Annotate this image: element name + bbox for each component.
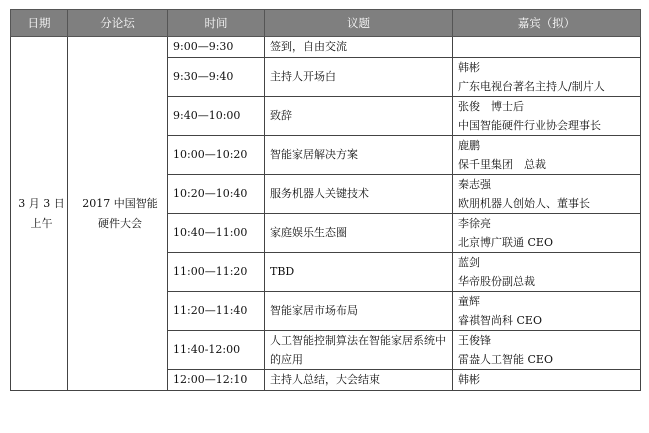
time-cell: 12:00—12:10: [168, 370, 265, 391]
time-cell: 10:00—10:20: [168, 136, 265, 175]
header-time: 时间: [168, 10, 265, 37]
guest-cell: [453, 175, 641, 214]
guest-cell: 韩彬: [453, 370, 641, 391]
date-cell: [11, 37, 68, 391]
topic-cell: 家庭娱乐生态圈: [265, 214, 453, 253]
guest-name: 王俊锋: [458, 334, 491, 347]
topic-cell: 主持人总结，大会结束: [265, 370, 453, 391]
guest-cell: [453, 253, 641, 292]
header-topic: 议题: [265, 10, 453, 37]
guest-cell: [453, 58, 641, 97]
guest-title: 华帝股份副总裁: [458, 275, 535, 288]
time-cell: 9:00—9:30: [168, 37, 265, 58]
guest-title: 北京博广联通 CEO: [458, 236, 553, 249]
guest-name: 蓝剑: [458, 256, 480, 269]
header-row: [11, 10, 641, 37]
guest-cell: [453, 331, 641, 370]
guest-title: 雷盎人工智能 CEO: [458, 353, 553, 366]
guest-name: 秦志强: [458, 178, 491, 191]
topic-cell: 人工智能控制算法在智能家居系统中的应用: [265, 331, 453, 370]
date-period-text: 上午: [30, 216, 53, 230]
guest-title: 欧朋机器人创始人、董事长: [458, 197, 590, 210]
guest-cell: [453, 136, 641, 175]
time-cell: 11:20—11:40: [168, 292, 265, 331]
time-cell: 11:40-12:00: [168, 331, 265, 370]
table-row: [11, 37, 641, 58]
guest-name: 李徐亮: [458, 217, 491, 230]
guest-title: 睿祺智尚科 CEO: [458, 314, 542, 327]
guest-title: 广东电视台著名主持人/制片人: [458, 80, 605, 93]
guest-cell: [453, 292, 641, 331]
time-cell: 9:40—10:00: [168, 97, 265, 136]
time-cell: 10:20—10:40: [168, 175, 265, 214]
time-cell: 11:00—11:20: [168, 253, 265, 292]
forum-name-line-1: 2017 中国智能: [82, 196, 158, 210]
guest-name: 童辉: [458, 295, 480, 308]
forum-cell: [68, 37, 168, 391]
topic-cell: 服务机器人关键技术: [265, 175, 453, 214]
date-text: 3 月 3 日: [18, 196, 65, 210]
time-cell: 10:40—11:00: [168, 214, 265, 253]
schedule-table: [10, 9, 641, 391]
guest-title: 中国智能硬件行业协会理事长: [458, 119, 601, 132]
header-forum: 分论坛: [68, 10, 168, 37]
guest-name: 韩彬: [458, 61, 480, 74]
topic-cell: 签到，自由交流: [265, 37, 453, 58]
header-guests: 嘉宾（拟）: [453, 10, 641, 37]
guest-title: 保千里集团 总裁: [458, 158, 546, 171]
guest-name: 鹿鹏: [458, 139, 480, 152]
topic-cell: TBD: [265, 253, 453, 292]
header-date: 日期: [11, 10, 68, 37]
guest-cell: [453, 97, 641, 136]
topic-cell: 致辞: [265, 97, 453, 136]
guest-cell: [453, 37, 641, 58]
topic-cell: 智能家居市场布局: [265, 292, 453, 331]
topic-cell: 智能家居解决方案: [265, 136, 453, 175]
guest-name: 张俊 博士后: [458, 100, 524, 113]
topic-cell: 主持人开场白: [265, 58, 453, 97]
time-cell: 9:30—9:40: [168, 58, 265, 97]
forum-name-line-2: 硬件大会: [98, 216, 142, 230]
guest-cell: [453, 214, 641, 253]
